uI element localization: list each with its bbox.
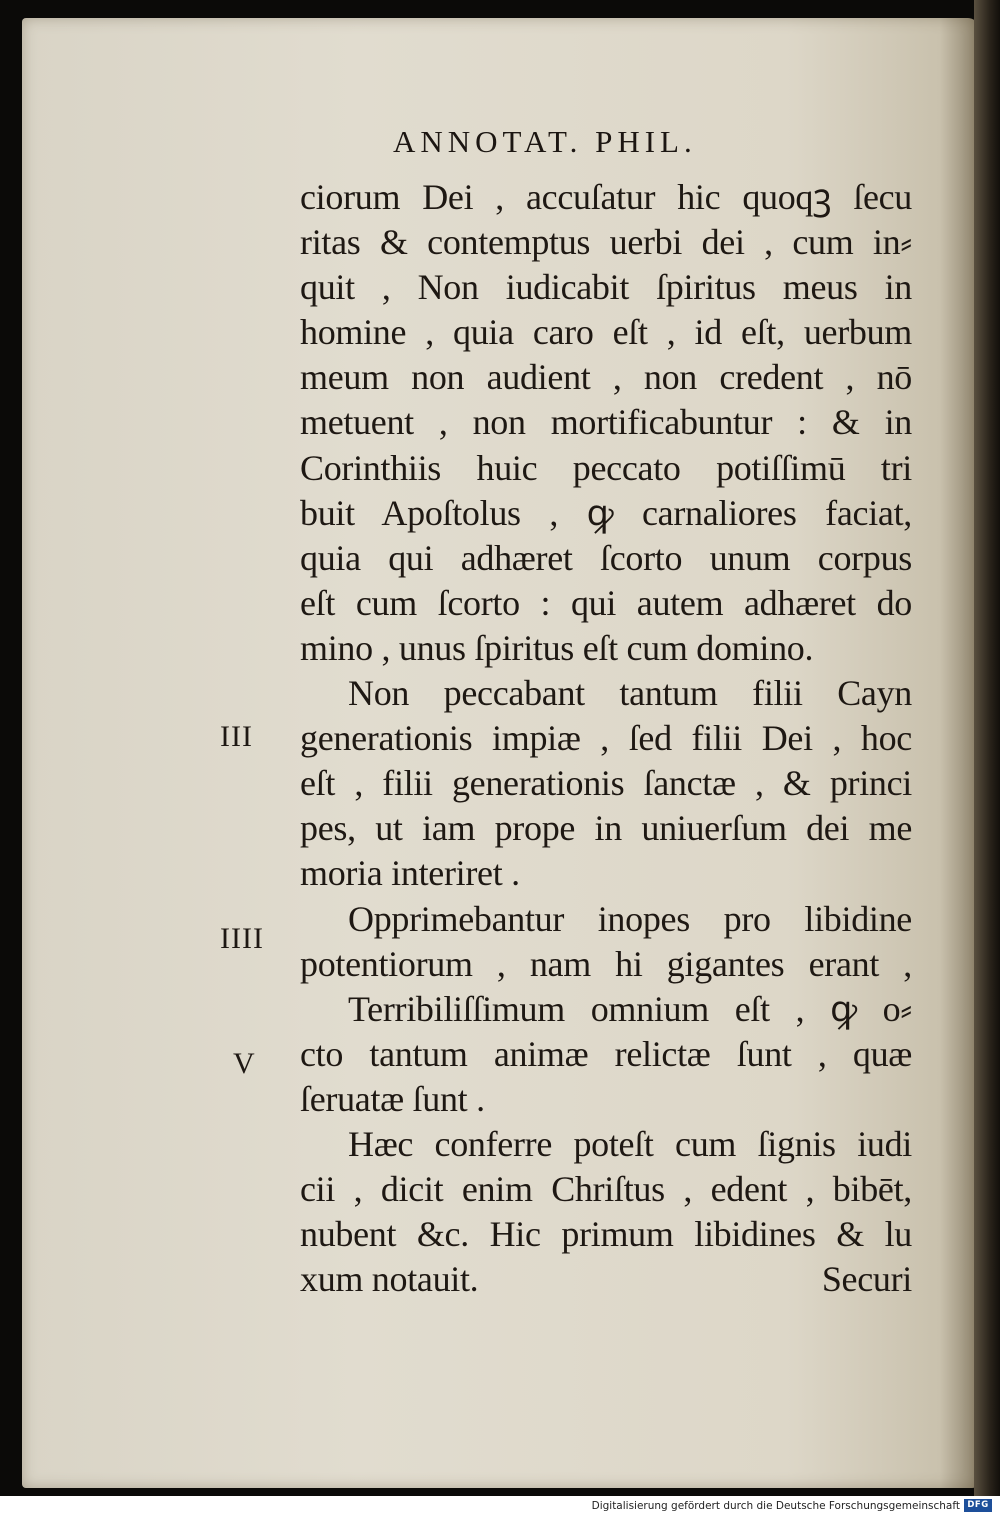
page-fore-edge	[974, 0, 1000, 1496]
text-line: cto tantum animæ relictæ ſunt , quæ	[300, 1033, 912, 1074]
body-text	[300, 175, 912, 1302]
text-line: Hæc conferre poteſt cum ſignis iudi	[348, 1123, 912, 1164]
text-line: homine , quia caro eſt , id eſt, uerbum	[300, 312, 912, 353]
text-line: ciorum Dei , accuſatur hic quoqꝫ ſecu	[300, 177, 912, 217]
text-line: moria interiret .	[300, 853, 520, 894]
text-line: eſt cum ſcorto : qui autem adhæret do	[300, 582, 912, 623]
text-line: ritas & contemptus uerbi dei , cum in⸗	[300, 222, 912, 263]
text-line: pes, ut iam prope in uniuerſum dei me	[300, 808, 912, 849]
margin-numeral-5: V	[233, 1047, 256, 1080]
text-line: quit , Non iudicabit ſpiritus meus in	[300, 267, 912, 308]
text-line: potentiorum , nam hi gigantes erant ,	[300, 943, 912, 984]
text-line	[300, 1257, 912, 1302]
text-line-end: xum notauit.	[300, 1259, 479, 1300]
funding-note: Digitalisierung gefördert durch die Deutsche Forschungsgemeinschaft	[591, 1500, 960, 1512]
text-line: eſt , filii generationis ſanctæ , & princi	[300, 763, 912, 804]
text-line: mino , unus ſpiritus eſt cum domino.	[300, 627, 814, 668]
text-line: Non peccabant tantum filii Cayn	[348, 673, 912, 714]
text-line: metuent , non mortificabuntur : & in	[300, 402, 912, 443]
text-line: generationis impiæ , ſed filii Dei , hoc	[300, 718, 912, 759]
text-line: meum non audient , non credent , nō	[300, 357, 912, 398]
text-line: Terribiliſſimum omnium eſt , ꝙ o⸗	[348, 988, 912, 1029]
text-line: quia qui adhæret ſcorto unum corpus	[300, 537, 912, 578]
text-line: ſeruatæ ſunt .	[300, 1078, 485, 1119]
running-head: ANNOTAT. PHIL.	[393, 124, 697, 159]
text-line: Corinthiis huic peccato potiſſimū tri	[300, 447, 912, 488]
text-line: buit Apoſtolus , ꝙ carnaliores faciat,	[300, 492, 912, 533]
catchword: Securi	[821, 1259, 912, 1300]
margin-numeral-3: III	[220, 720, 253, 753]
text-line: Opprimebantur inopes pro libidine	[348, 898, 912, 939]
text-line: cii , dicit enim Chriſtus , edent , bibēt,	[300, 1169, 912, 1210]
margin-numeral-4: IIII	[220, 922, 264, 955]
dfg-logo: DFG	[964, 1499, 992, 1512]
text-line: nubent &c. Hic primum libidines & lu	[300, 1214, 912, 1255]
